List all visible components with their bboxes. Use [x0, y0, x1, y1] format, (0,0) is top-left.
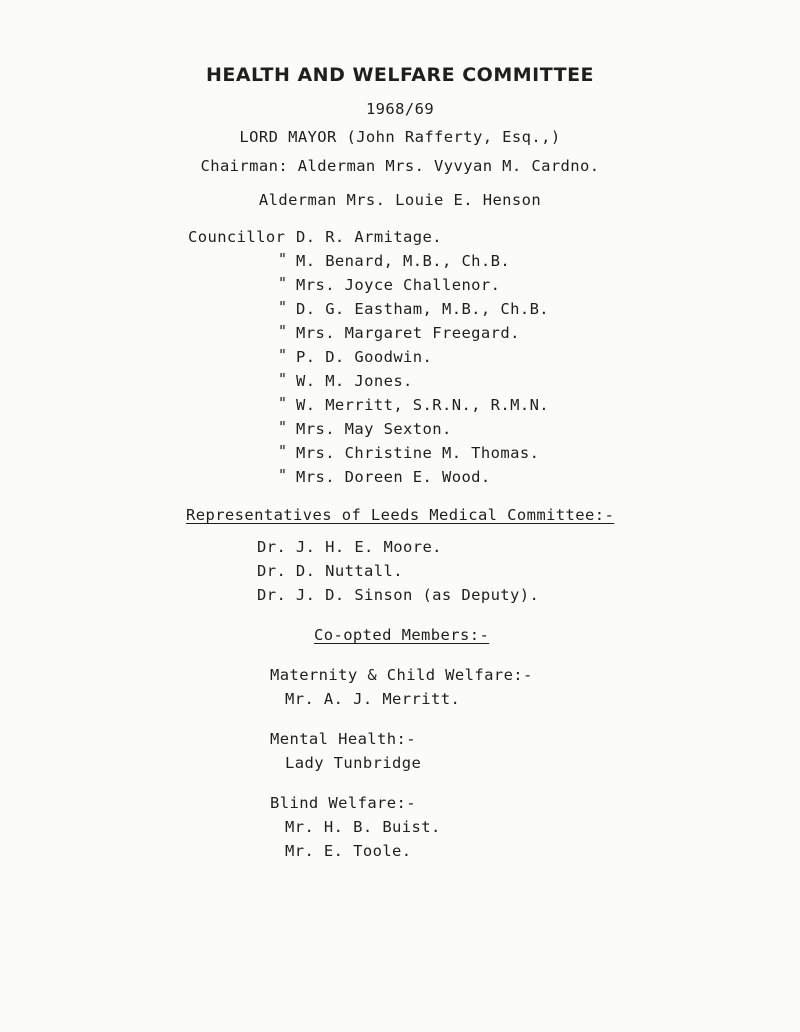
alderman: Alderman Mrs. Louie E. Henson [258, 191, 542, 209]
ditto-mark: " [278, 394, 288, 412]
ditto-mark: " [278, 346, 288, 364]
councillor-name: P. D. Goodwin. [296, 348, 433, 366]
year: 1968/69 [365, 100, 435, 118]
ditto-mark: " [278, 442, 288, 460]
councillor-name: Mrs. Christine M. Thomas. [296, 444, 540, 462]
co-opted-member: Mr. E. Toole. [285, 842, 412, 860]
ditto-mark: " [278, 250, 288, 268]
co-opted-group-label: Maternity & Child Welfare:- [270, 666, 533, 684]
councillor-name: W. M. Jones. [296, 372, 413, 390]
co-opted-member: Lady Tunbridge [285, 754, 422, 772]
ditto-mark: " [278, 298, 288, 316]
co-opted-member: Mr. H. B. Buist. [285, 818, 441, 836]
co-opted-heading: Co-opted Members:- [314, 626, 490, 644]
councillor-name: Mrs. Margaret Freegard. [296, 324, 520, 342]
councillor-name: Mrs. Doreen E. Wood. [296, 468, 491, 486]
co-opted-member: Mr. A. J. Merritt. [285, 690, 461, 708]
medical-committee-heading: Representatives of Leeds Medical Committee:- [186, 506, 615, 524]
medical-representative: Dr. D. Nuttall. [257, 562, 403, 580]
lord-mayor: LORD MAYOR (John Rafferty, Esq.,) [239, 128, 561, 146]
ditto-mark: " [278, 370, 288, 388]
ditto-mark: " [278, 274, 288, 292]
ditto-mark: " [278, 418, 288, 436]
councillor-name: M. Benard, M.B., Ch.B. [296, 252, 511, 270]
ditto-mark: " [278, 466, 288, 484]
councillor-prefix: Councillor [188, 228, 286, 246]
councillor-name: W. Merritt, S.R.N., R.M.N. [296, 396, 550, 414]
councillor-name: Mrs. Joyce Challenor. [296, 276, 501, 294]
medical-representative: Dr. J. D. Sinson (as Deputy). [257, 586, 540, 604]
councillor-name: Mrs. May Sexton. [296, 420, 452, 438]
medical-representative: Dr. J. H. E. Moore. [257, 538, 442, 556]
ditto-mark: " [278, 322, 288, 340]
councillor-name: D. G. Eastham, M.B., Ch.B. [296, 300, 550, 318]
page-title: HEALTH AND WELFARE COMMITTEE [205, 64, 595, 86]
co-opted-group-label: Mental Health:- [270, 730, 416, 748]
co-opted-group-label: Blind Welfare:- [270, 794, 416, 812]
councillor-name: D. R. Armitage. [296, 228, 442, 246]
chairman: Chairman: Alderman Mrs. Vyvyan M. Cardno. [200, 157, 600, 175]
